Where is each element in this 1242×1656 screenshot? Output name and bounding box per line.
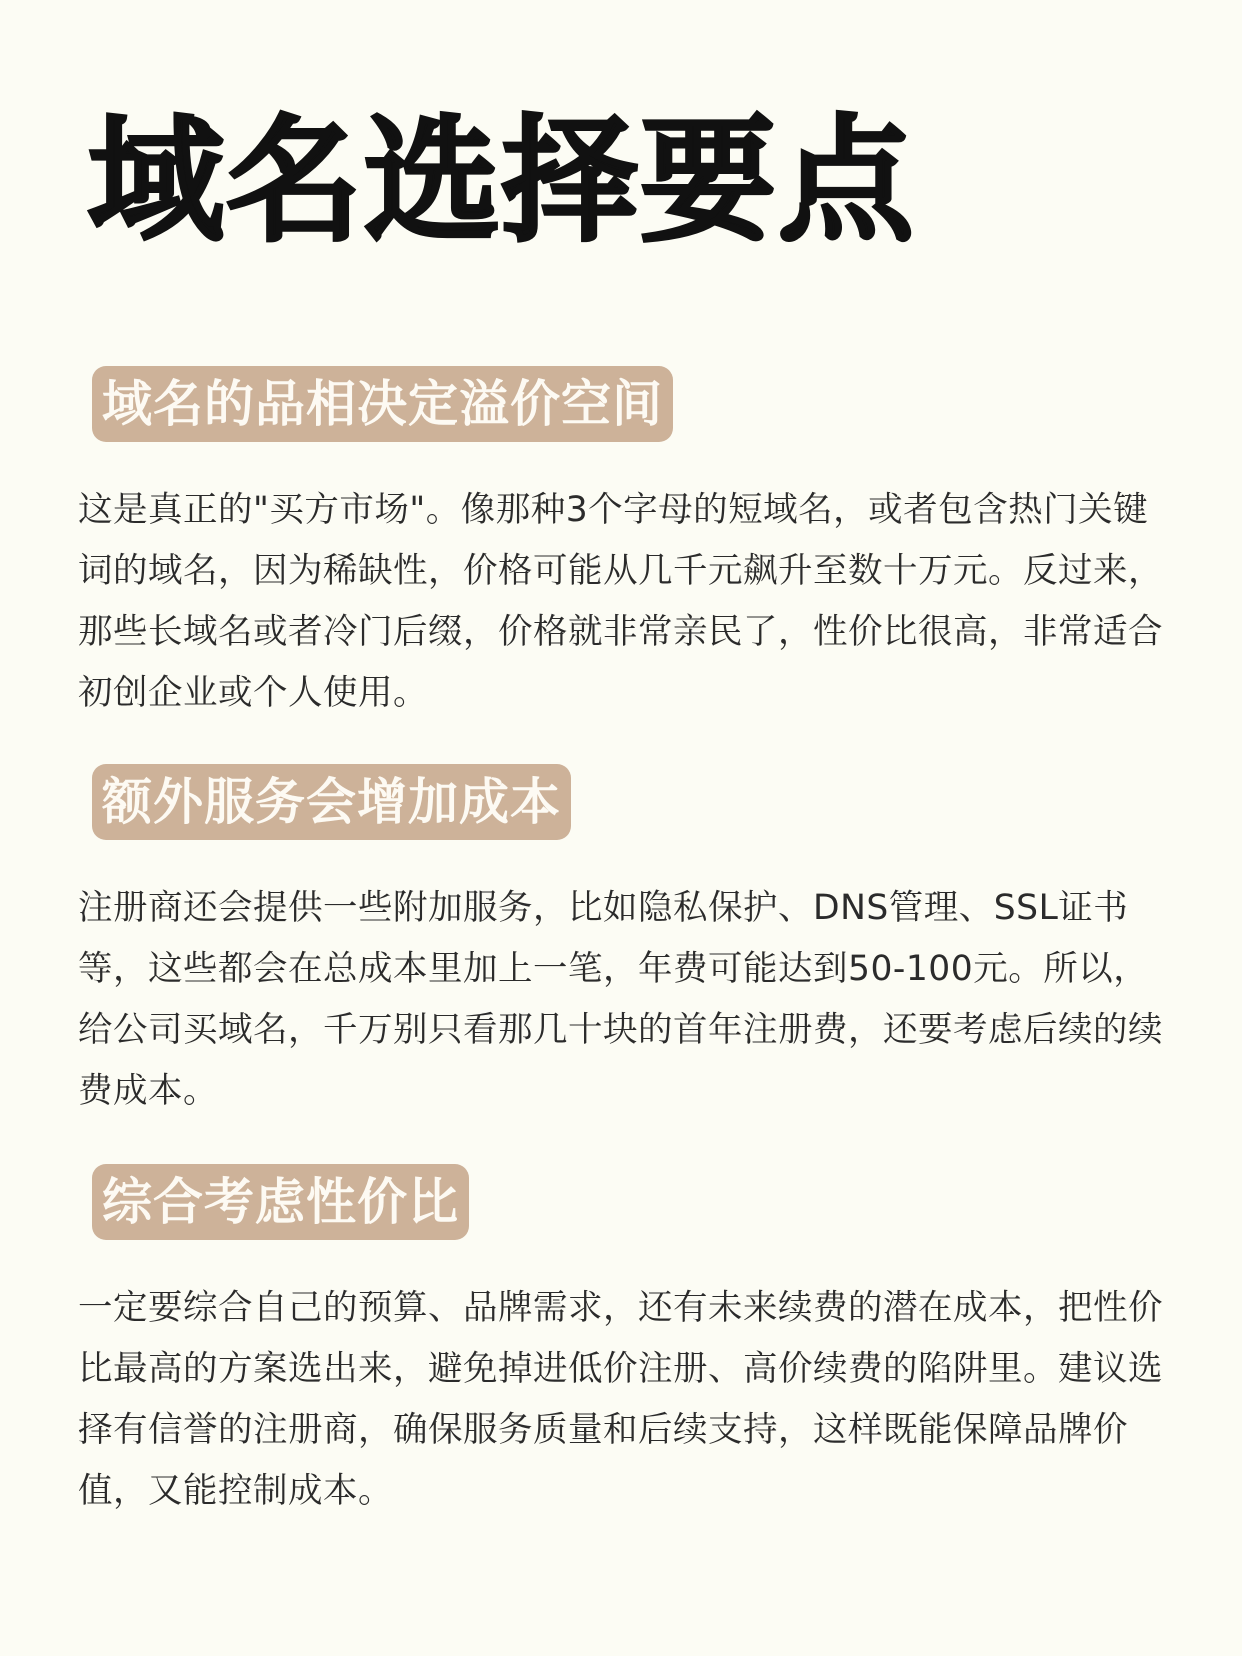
section-heading: 额外服务会增加成本 [92,764,571,840]
section-price-by-quality [78,366,1168,724]
section-body: 一定要综合自己的预算、品牌需求，还有未来续费的潜在成本，把性价比最高的方案选出来，避免掉进低价注册、高价续费的陷阱里。建议选择有信誉的注册商，确保服务质量和后续支持，这样既能保障品牌价值，又能控制成本。 [78,1288,1163,1511]
section-extra-services [78,764,1168,1122]
section-body: 这是真正的"买方市场"。像那种3个字母的短域名，或者包含热门关键词的域名，因为稀缺性，价格可能从几千元飙升至数十万元。反过来，那些长域名或者冷门后缀，价格就非常亲民了，性价比很高，非常适合初创企业或个人使用。 [78,490,1163,713]
section-heading: 综合考虑性价比 [92,1164,469,1240]
section-heading: 域名的品相决定溢价空间 [92,366,673,442]
page-title: 域名选择要点 [88,103,916,261]
section-body: 注册商还会提供一些附加服务，比如隐私保护、DNS管理、SSL证书等，这些都会在总成本里加上一笔，年费可能达到50-100元。所以，给公司买域名，千万别只看那几十块的首年注册费，还要考虑后续的续费成本。 [78,888,1163,1111]
section-cost-effectiveness [78,1164,1168,1522]
